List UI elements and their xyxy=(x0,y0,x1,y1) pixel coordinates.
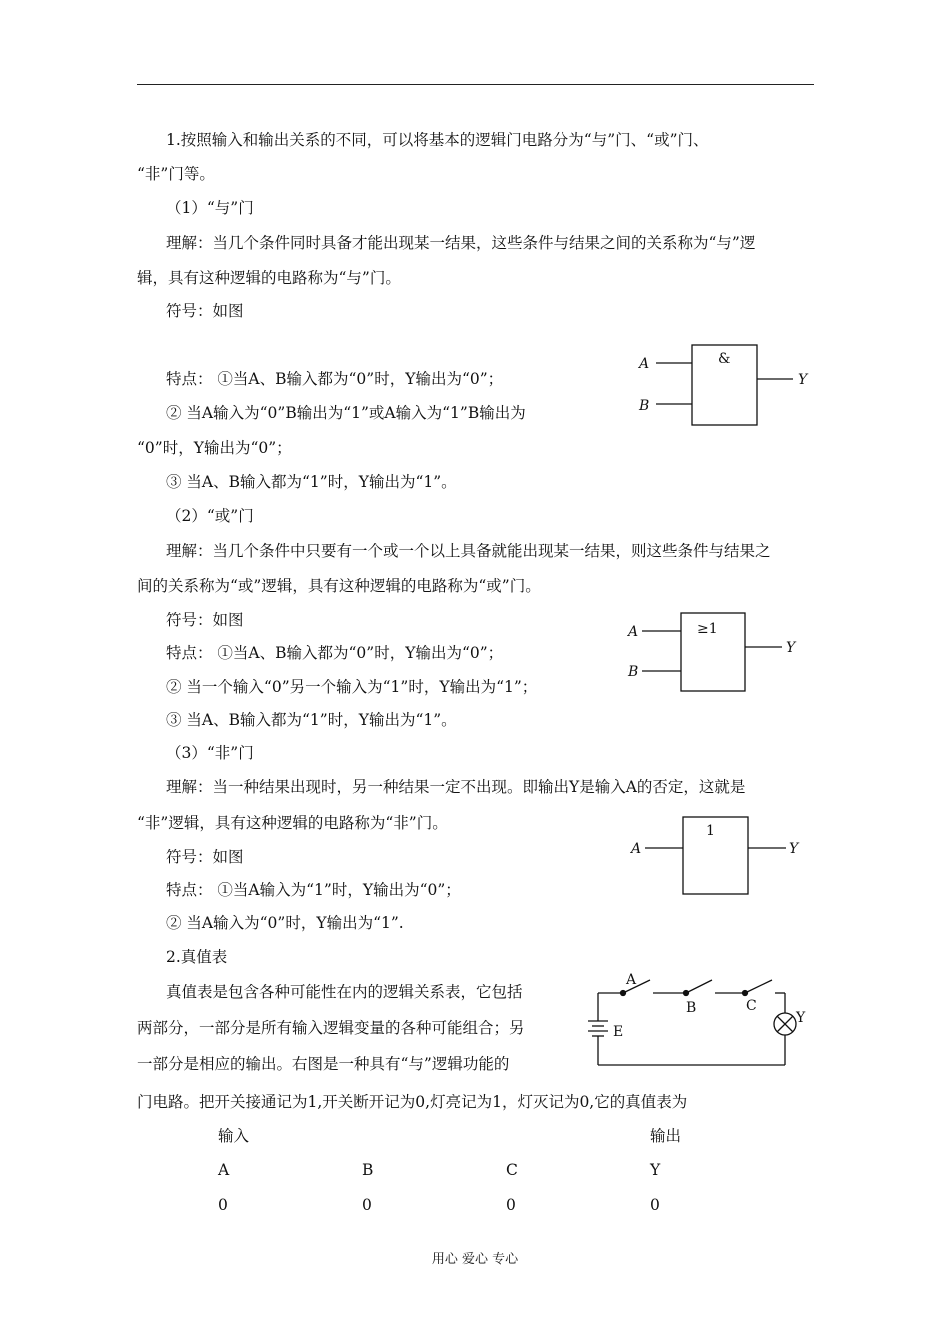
truth-table-header-a: A xyxy=(218,1161,230,1179)
and-feature-2-line1: ② 当A输入为“0”B输出为“1”或A输入为“1”B输出为 xyxy=(166,404,526,422)
and-output-y-label: Y xyxy=(798,372,808,388)
or-feature-1: 特点： ①当A、B输入都为“0”时，Y输出为“0”； xyxy=(166,644,504,662)
or-gate-heading: （2）“或”门 xyxy=(166,507,254,525)
or-input-a-label: A xyxy=(628,624,639,640)
not-feature-1: 特点： ①当A输入为“1”时，Y输出为“0”； xyxy=(166,881,461,899)
and-input-b-label: B xyxy=(639,398,650,414)
truth-paragraph-line4: 门电路。把开关接通记为1,开关断开记为0,灯亮记为1，灯灭记为0,它的真值表为 xyxy=(137,1093,688,1111)
paragraph-intro-line2: “非”门等。 xyxy=(137,165,215,183)
truth-table-cell: 0 xyxy=(506,1196,516,1214)
and-understanding-line2: 辑，具有这种逻辑的电路称为“与”门。 xyxy=(137,269,401,287)
and-input-a-label: A xyxy=(639,356,650,372)
truth-table-cell: 0 xyxy=(650,1196,660,1214)
and-symbol-label: 符号：如图 xyxy=(166,302,244,320)
not-output-y-label: Y xyxy=(789,841,799,857)
paragraph-intro-line1: 1.按照输入和输出关系的不同，可以将基本的逻辑门电路分为“与”门、“或”门、 xyxy=(166,131,709,149)
lamp-y-label: Y xyxy=(796,1010,806,1026)
truth-table-cell: 0 xyxy=(218,1196,228,1214)
switch-a-label: A xyxy=(626,972,637,988)
truth-paragraph-line3: 一部分是相应的输出。右图是一种具有“与”逻辑功能的 xyxy=(137,1055,510,1073)
or-feature-3: ③ 当A、B输入都为“1”时，Y输出为“1”。 xyxy=(166,711,457,729)
truth-table-heading: 2.真值表 xyxy=(166,948,228,966)
and-feature-2-line2: “0”时，Y输出为“0”； xyxy=(137,439,292,457)
and-gate-figure xyxy=(630,338,820,438)
or-feature-2: ② 当一个输入“0”另一个输入为“1”时，Y输出为“1”； xyxy=(166,678,538,696)
or-symbol-label: 符号：如图 xyxy=(166,611,244,629)
truth-paragraph-line1: 真值表是包含各种可能性在内的逻辑关系表，它包括 xyxy=(166,983,523,1001)
not-gate-figure xyxy=(625,810,820,900)
switch-c-label: C xyxy=(746,998,757,1014)
and-gate-symbol: & xyxy=(718,351,731,367)
page-footer: 用心 爱心 专心 xyxy=(431,1252,519,1267)
and-circuit-figure xyxy=(580,970,815,1080)
or-gate-symbol: ≥1 xyxy=(697,621,718,637)
not-understanding-line2: “非”逻辑，具有这种逻辑的电路称为“非”门。 xyxy=(137,814,448,832)
truth-table-output-label: 输出 xyxy=(650,1127,682,1145)
or-gate-figure xyxy=(620,605,820,700)
or-understanding-line2: 间的关系称为“或”逻辑，具有这种逻辑的电路称为“或”门。 xyxy=(137,577,541,595)
or-input-b-label: B xyxy=(628,664,639,680)
truth-paragraph-line2: 两部分，一部分是所有输入逻辑变量的各种可能组合；另 xyxy=(137,1019,525,1037)
header-rule xyxy=(137,84,814,85)
and-understanding-line1: 理解：当几个条件同时具备才能出现某一结果，这些条件与结果之间的关系称为“与”逻 xyxy=(166,234,756,252)
or-output-y-label: Y xyxy=(786,640,796,656)
and-gate-heading: （1）“与”门 xyxy=(166,199,254,217)
not-gate-heading: （3）“非”门 xyxy=(166,744,254,762)
and-feature-3: ③ 当A、B输入都为“1”时，Y输出为“1”。 xyxy=(166,473,457,491)
not-input-a-label: A xyxy=(631,841,642,857)
truth-table-cell: 0 xyxy=(362,1196,372,1214)
not-feature-2: ② 当A输入为“0”时，Y输出为“1”. xyxy=(166,914,404,932)
truth-table-header-y: Y xyxy=(650,1161,661,1179)
not-symbol-label: 符号：如图 xyxy=(166,848,244,866)
not-understanding-line1: 理解：当一种结果出现时，另一种结果一定不出现。即输出Y是输入A的否定，这就是 xyxy=(166,778,746,796)
not-gate-symbol: 1 xyxy=(706,823,715,839)
switch-b-label: B xyxy=(686,1000,697,1016)
truth-table-input-label: 输入 xyxy=(218,1127,250,1145)
truth-table-header-b: B xyxy=(362,1161,374,1179)
truth-table-header-c: C xyxy=(506,1161,518,1179)
or-understanding-line1: 理解：当几个条件中只要有一个或一个以上具备就能出现某一结果，则这些条件与结果之 xyxy=(166,542,771,560)
battery-e-label: E xyxy=(613,1024,624,1040)
and-feature-1: 特点： ①当A、B输入都为“0”时，Y输出为“0”； xyxy=(166,370,504,388)
